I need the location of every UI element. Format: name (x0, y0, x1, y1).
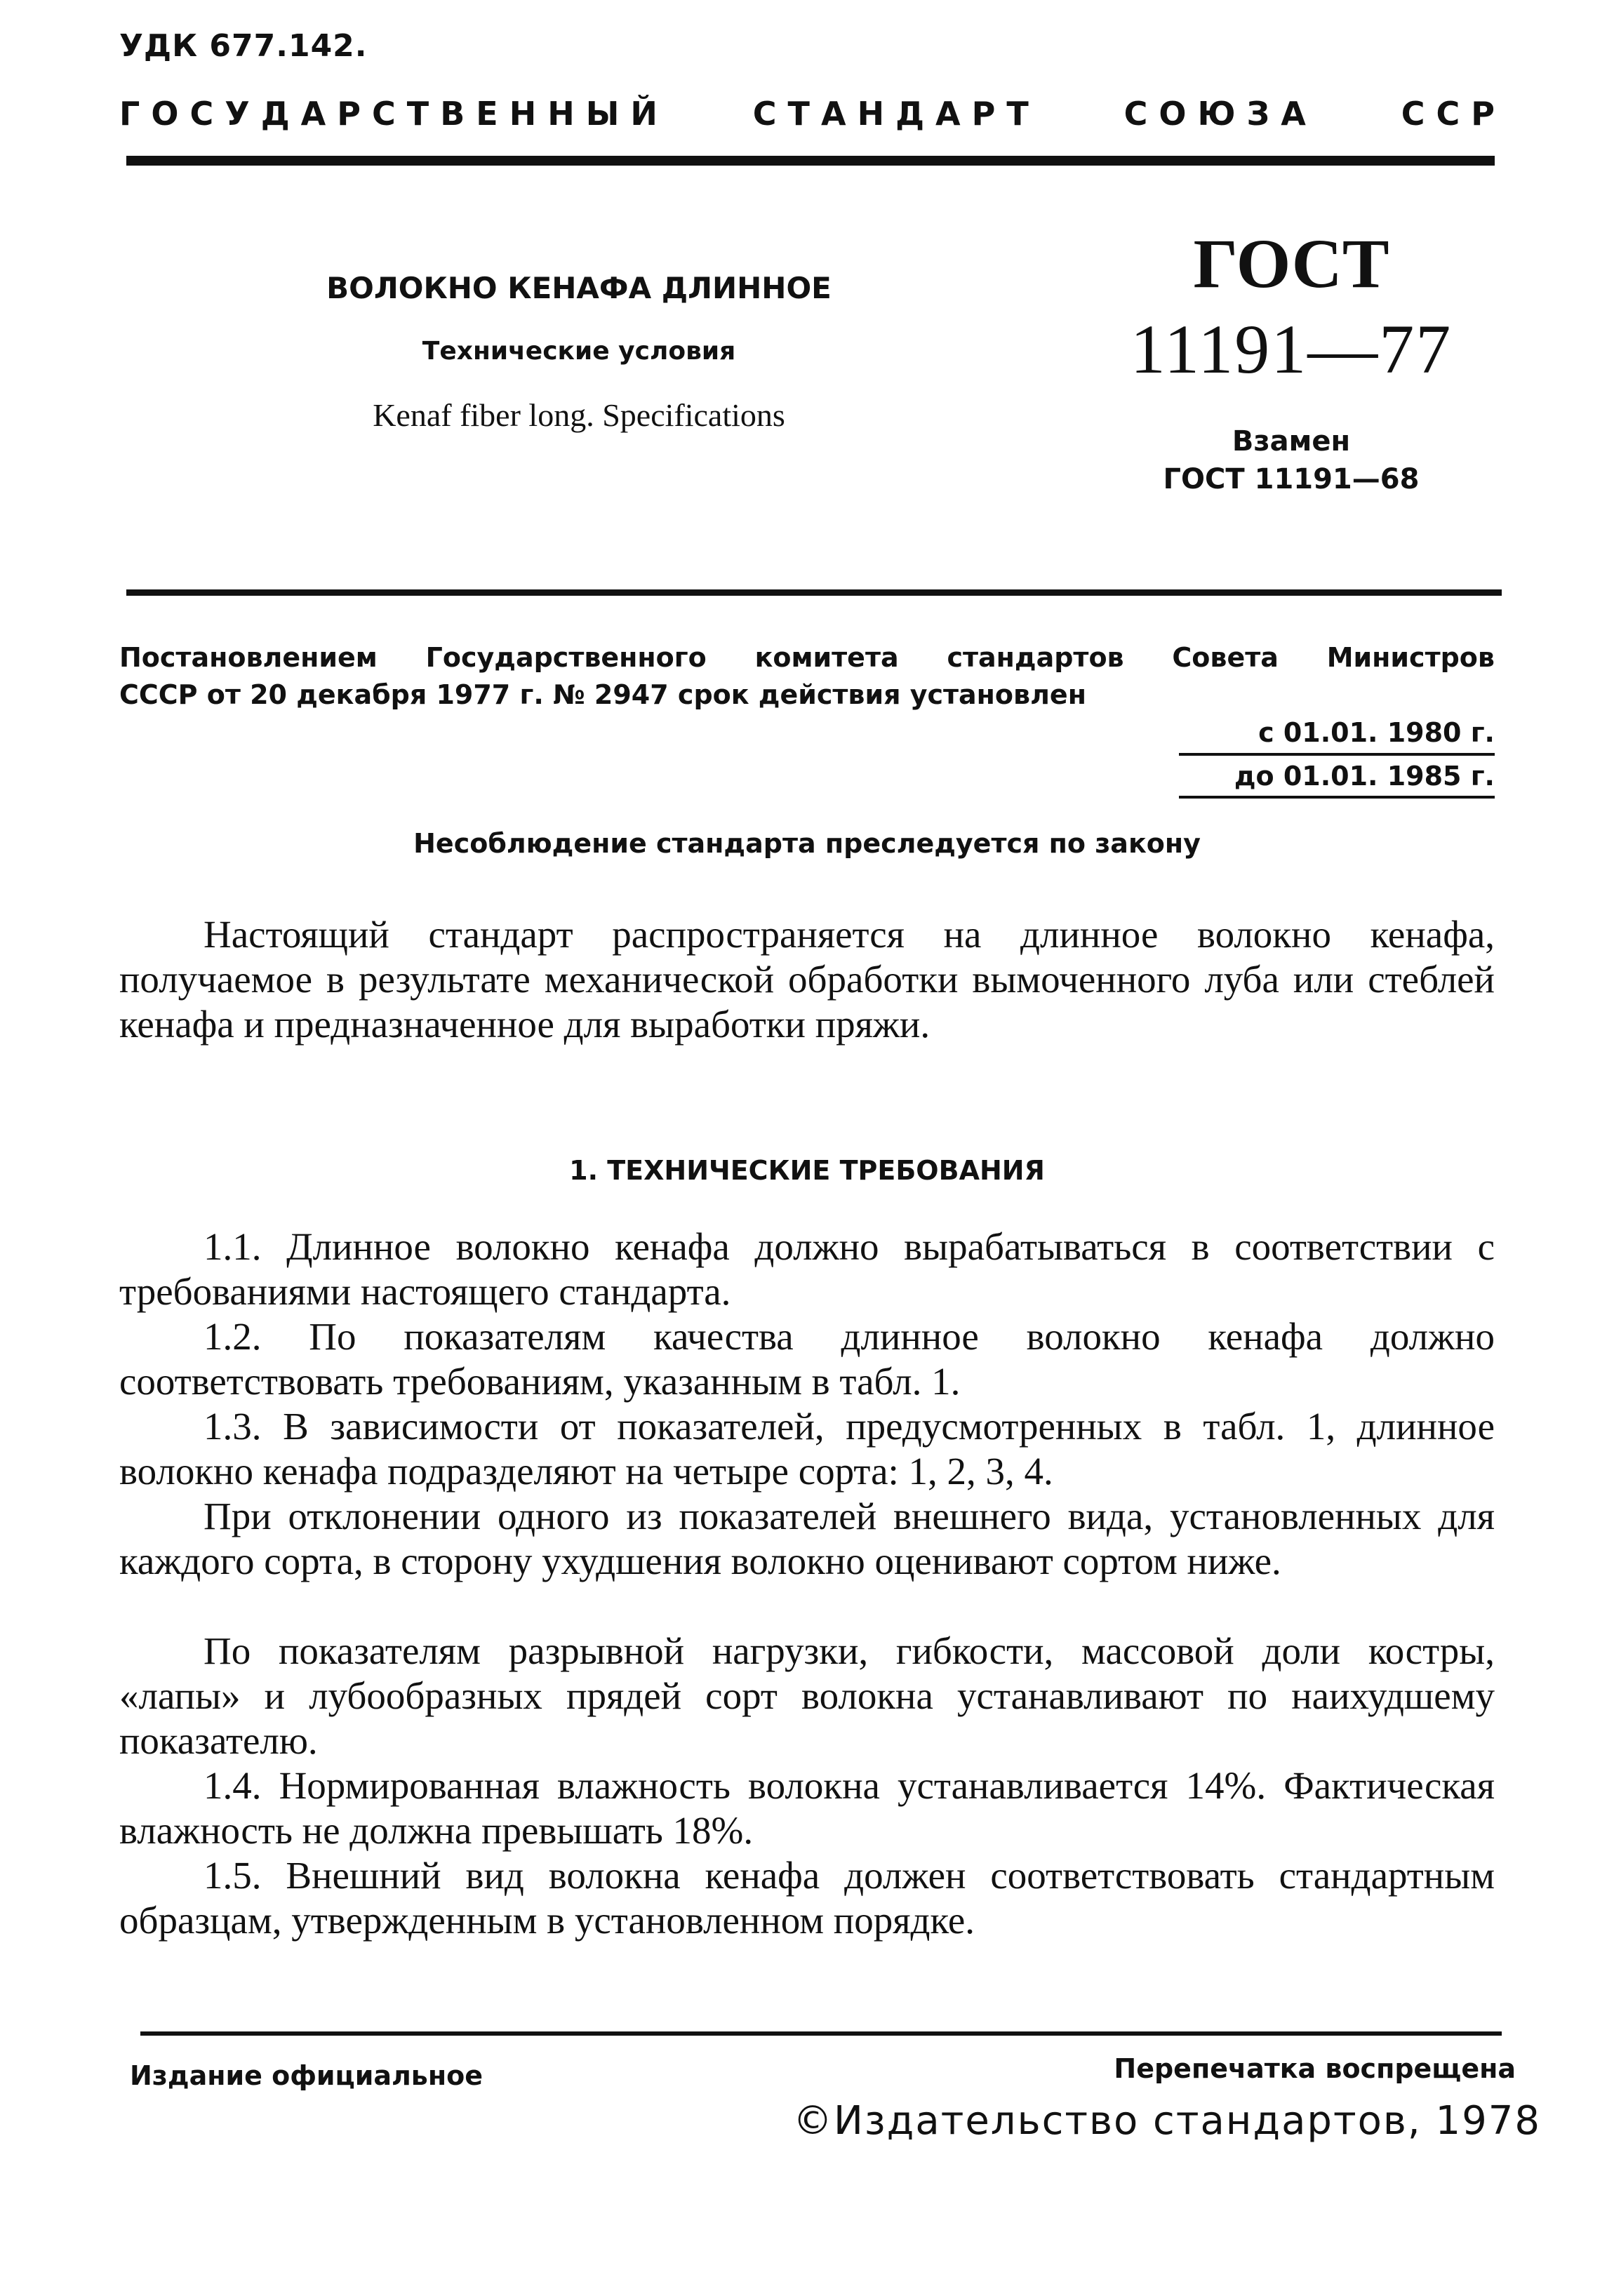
gost-label: ГОСТ (1193, 225, 1389, 302)
official-edition-label: Издание официальное (130, 2060, 483, 2091)
decree-word: Постановлением (119, 642, 378, 673)
clause-1-3-grading (119, 1629, 1495, 1763)
clause-text: По показателям разрывной нагрузки, гибкости, массовой доли костры, «лапы» и лубообразных прядей сорт волокна устанавливают по наихудшему показателю. (119, 1629, 1495, 1762)
document-title: ВОЛОКНО КЕНАФА ДЛИННОЕ (326, 271, 832, 305)
document-title-english: Kenaf fiber long. Specifications (373, 397, 785, 433)
header-divider (126, 156, 1495, 166)
valid-from: с 01.01. 1980 г. (1258, 717, 1495, 748)
state-standard-word-4: С С Р (1401, 95, 1495, 133)
clause-1-2 (119, 1314, 1495, 1404)
state-standard-word-2: С Т А Н Д А Р Т (752, 95, 1029, 133)
clause-1-3-deviation (119, 1494, 1495, 1584)
clause-1-5 (119, 1853, 1495, 1943)
clause-1-1 (119, 1224, 1495, 1314)
decree-word: комитета (754, 642, 899, 673)
state-standard-word-1: Г О С У Д А Р С Т В Е Н Н Ы Й (119, 95, 658, 133)
intro-text: Настоящий стандарт распространяется на длинное волокно кенафа, получаемое в результате механической обработки вымоченного луба или стеблей кенафа и предназначенное для выработки пряжи. (119, 913, 1495, 1046)
clause-1-4 (119, 1763, 1495, 1853)
decree-word: стандартов (947, 642, 1124, 673)
decree-line-1 (119, 642, 1495, 673)
gost-number: 11191—77 (1130, 310, 1453, 388)
clause-text: 1.4. Нормированная влажность волокна устанавливается 14%. Фактическая влажность не должна превышать 18%. (119, 1764, 1495, 1852)
state-standard-banner (119, 95, 1495, 133)
clause-text: 1.3. В зависимости от показателей, предусмотренных в табл. 1, длинное волокно кенафа подразделяют на четыре сорта: 1, 2, 3, 4. (119, 1405, 1495, 1493)
valid-to: до 01.01. 1985 г. (1234, 761, 1495, 792)
publisher-copyright: ©Издательство стандартов, 1978 (793, 2098, 1541, 2144)
title-divider (126, 589, 1502, 596)
replaces-value: ГОСТ 11191—68 (1163, 463, 1420, 495)
decree-word: Совета (1172, 642, 1279, 673)
decree-line-2: СССР от 20 декабря 1977 г. № 2947 срок действия установлен (119, 679, 1086, 710)
document-subtitle: Технические условия (422, 337, 736, 366)
intro-paragraph (119, 912, 1495, 1047)
replaces-label: Взамен (1232, 425, 1351, 458)
clause-text: 1.1. Длинное волокно кенафа должно вырабатываться в соответствии с требованиями настоящего стандарта. (119, 1225, 1495, 1313)
footer-divider (140, 2031, 1502, 2036)
clause-text: При отклонении одного из показателей внешнего вида, установленных для каждого сорта, в сторону ухудшения волокно оценивают сортом ниже. (119, 1495, 1495, 1582)
clause-text: 1.2. По показателям качества длинное волокно кенафа должно соответствовать требованиям, указанным в табл. 1. (119, 1315, 1495, 1403)
decree-word: Государственного (425, 642, 707, 673)
decree-word: Министров (1326, 642, 1495, 673)
law-notice: Несоблюдение стандарта преследуется по закону (413, 828, 1201, 859)
clause-1-3 (119, 1404, 1495, 1494)
udk-code: УДК 677.142. (119, 28, 368, 64)
state-standard-word-3: С О Ю З А (1123, 95, 1306, 133)
clause-text: 1.5. Внешний вид волокна кенафа должен соответствовать стандартным образцам, утвержденным в установленном порядке. (119, 1854, 1495, 1942)
reprint-prohibited-label: Перепечатка воспрещена (1114, 2053, 1516, 2084)
valid-from-underline (1179, 753, 1495, 756)
section-heading: 1. ТЕХНИЧЕСКИЕ ТРЕБОВАНИЯ (569, 1155, 1045, 1186)
valid-to-underline (1179, 796, 1495, 799)
